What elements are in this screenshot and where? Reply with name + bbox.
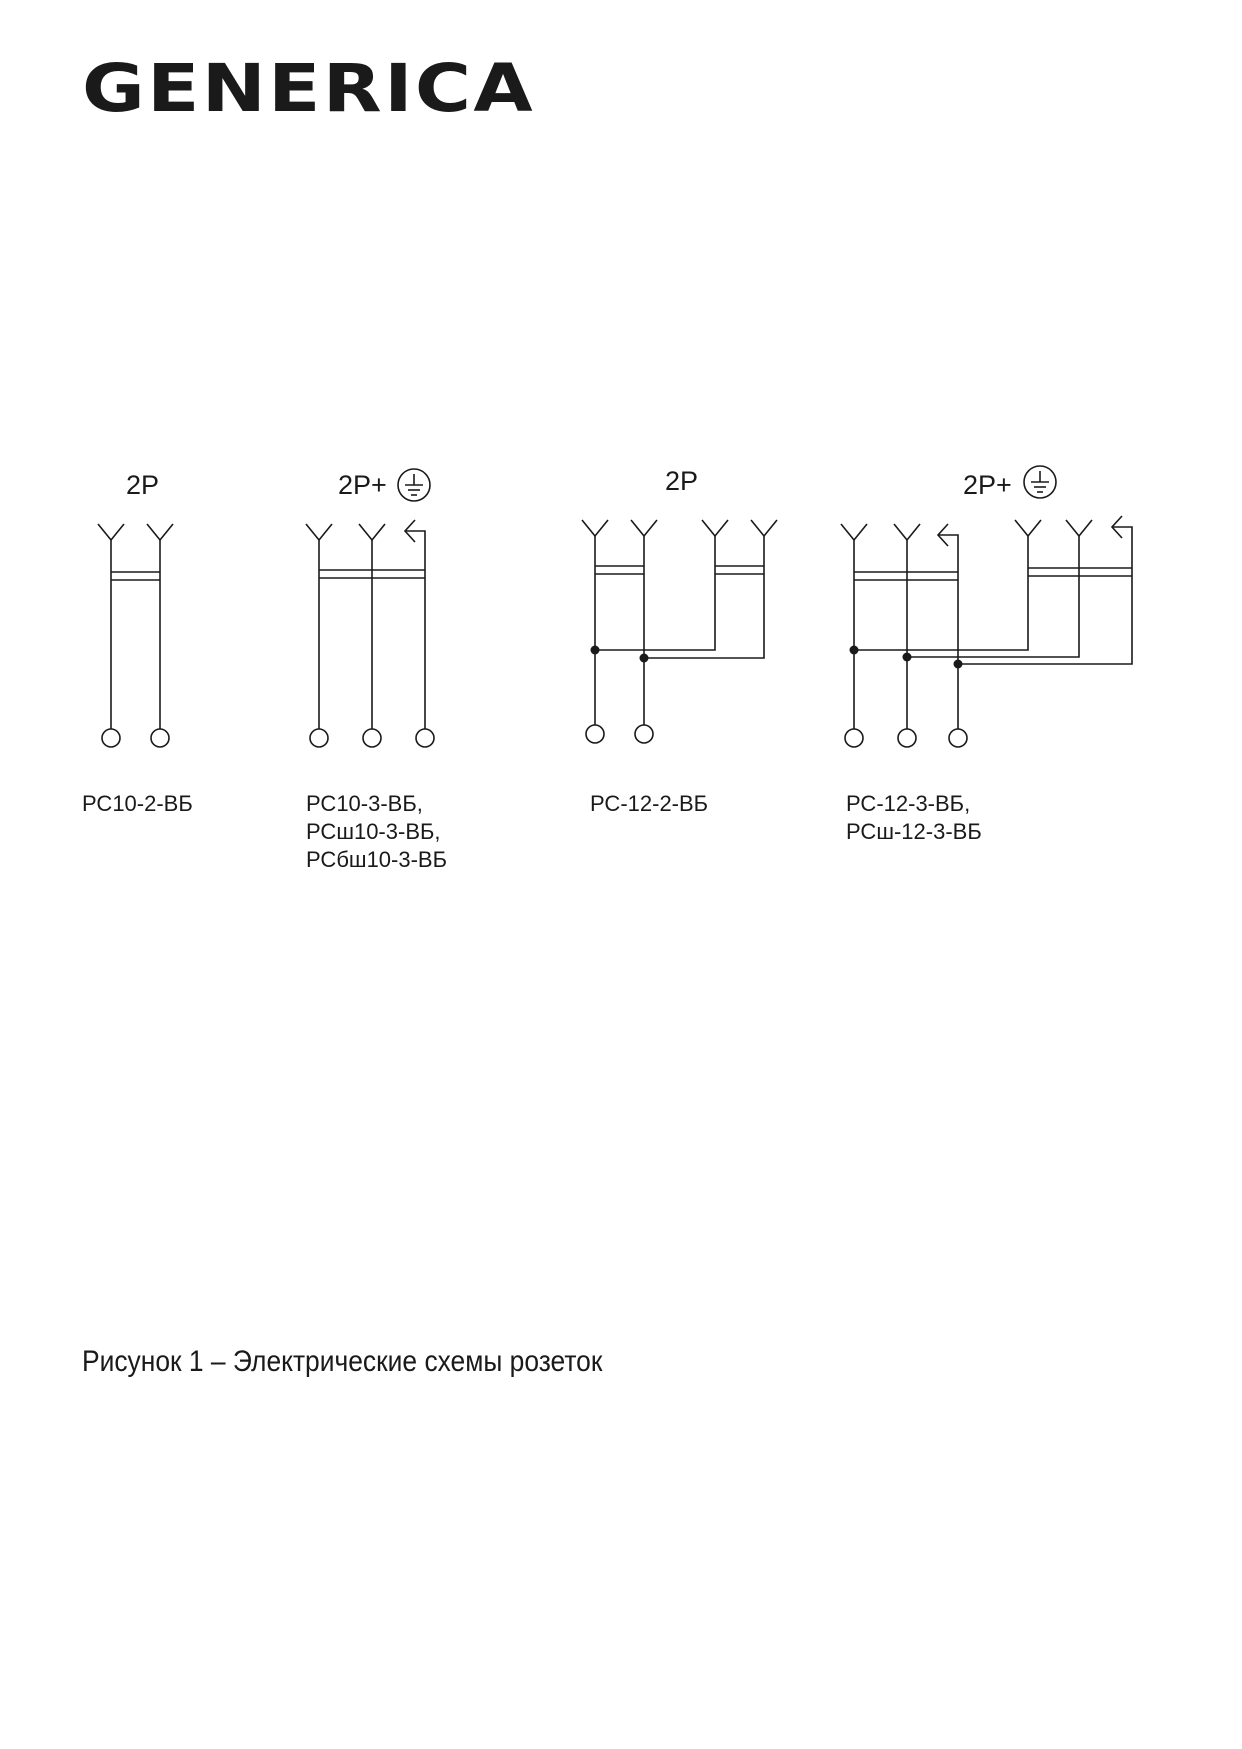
- rating-label: 2P+: [338, 470, 387, 500]
- socket-body-bar: [595, 566, 764, 574]
- rating-label: 2P+: [963, 470, 1012, 500]
- diagram-2p-double: [582, 466, 777, 743]
- junction-dots: [591, 646, 649, 663]
- brand-logo: GENERICA: [82, 50, 535, 127]
- terminals: [102, 729, 169, 747]
- figure-caption: Рисунок 1 – Электрические схемы розеток: [82, 1345, 603, 1378]
- ground-contact-symbol: [405, 520, 425, 729]
- wires: [595, 536, 764, 725]
- model-label: РС-12-2-ВБ: [590, 791, 709, 816]
- ground-contact-symbols: [938, 516, 1132, 729]
- diagram-2p-ground-single: [306, 469, 434, 747]
- wires: [319, 540, 372, 729]
- terminals: [586, 725, 653, 743]
- model-label-group: [82, 790, 193, 818]
- wires: [854, 536, 1079, 729]
- socket-contact-symbols: [841, 520, 1092, 540]
- socket-body-bar: [111, 572, 160, 580]
- diagram-2p-ground-double: [841, 466, 1132, 747]
- terminals: [845, 729, 967, 747]
- rating-label: 2P: [126, 470, 160, 500]
- socket-contact-symbols: [306, 524, 385, 540]
- model-label-group: [590, 790, 708, 818]
- model-label: РС10-3-ВБ,: [306, 791, 423, 816]
- ground-circle-icon: [398, 469, 430, 501]
- terminals: [310, 729, 434, 747]
- model-label-group: [306, 790, 447, 874]
- rating-label: 2P: [665, 466, 699, 496]
- diagram-2p-single: [98, 470, 173, 747]
- model-label: РСш10-3-ВБ,: [306, 819, 441, 844]
- socket-contact-symbols: [98, 524, 173, 540]
- socket-body-bar: [854, 568, 1132, 580]
- socket-contact-symbols: [582, 520, 777, 536]
- model-label: РСш-12-3-ВБ: [846, 819, 982, 844]
- ground-circle-icon: [1024, 466, 1056, 498]
- wires: [111, 540, 160, 729]
- model-label-group: [846, 790, 982, 846]
- model-label: РСбш10-3-ВБ: [306, 847, 448, 872]
- model-label: РС10-2-ВБ: [82, 791, 193, 816]
- model-label: РС-12-3-ВБ,: [846, 791, 971, 816]
